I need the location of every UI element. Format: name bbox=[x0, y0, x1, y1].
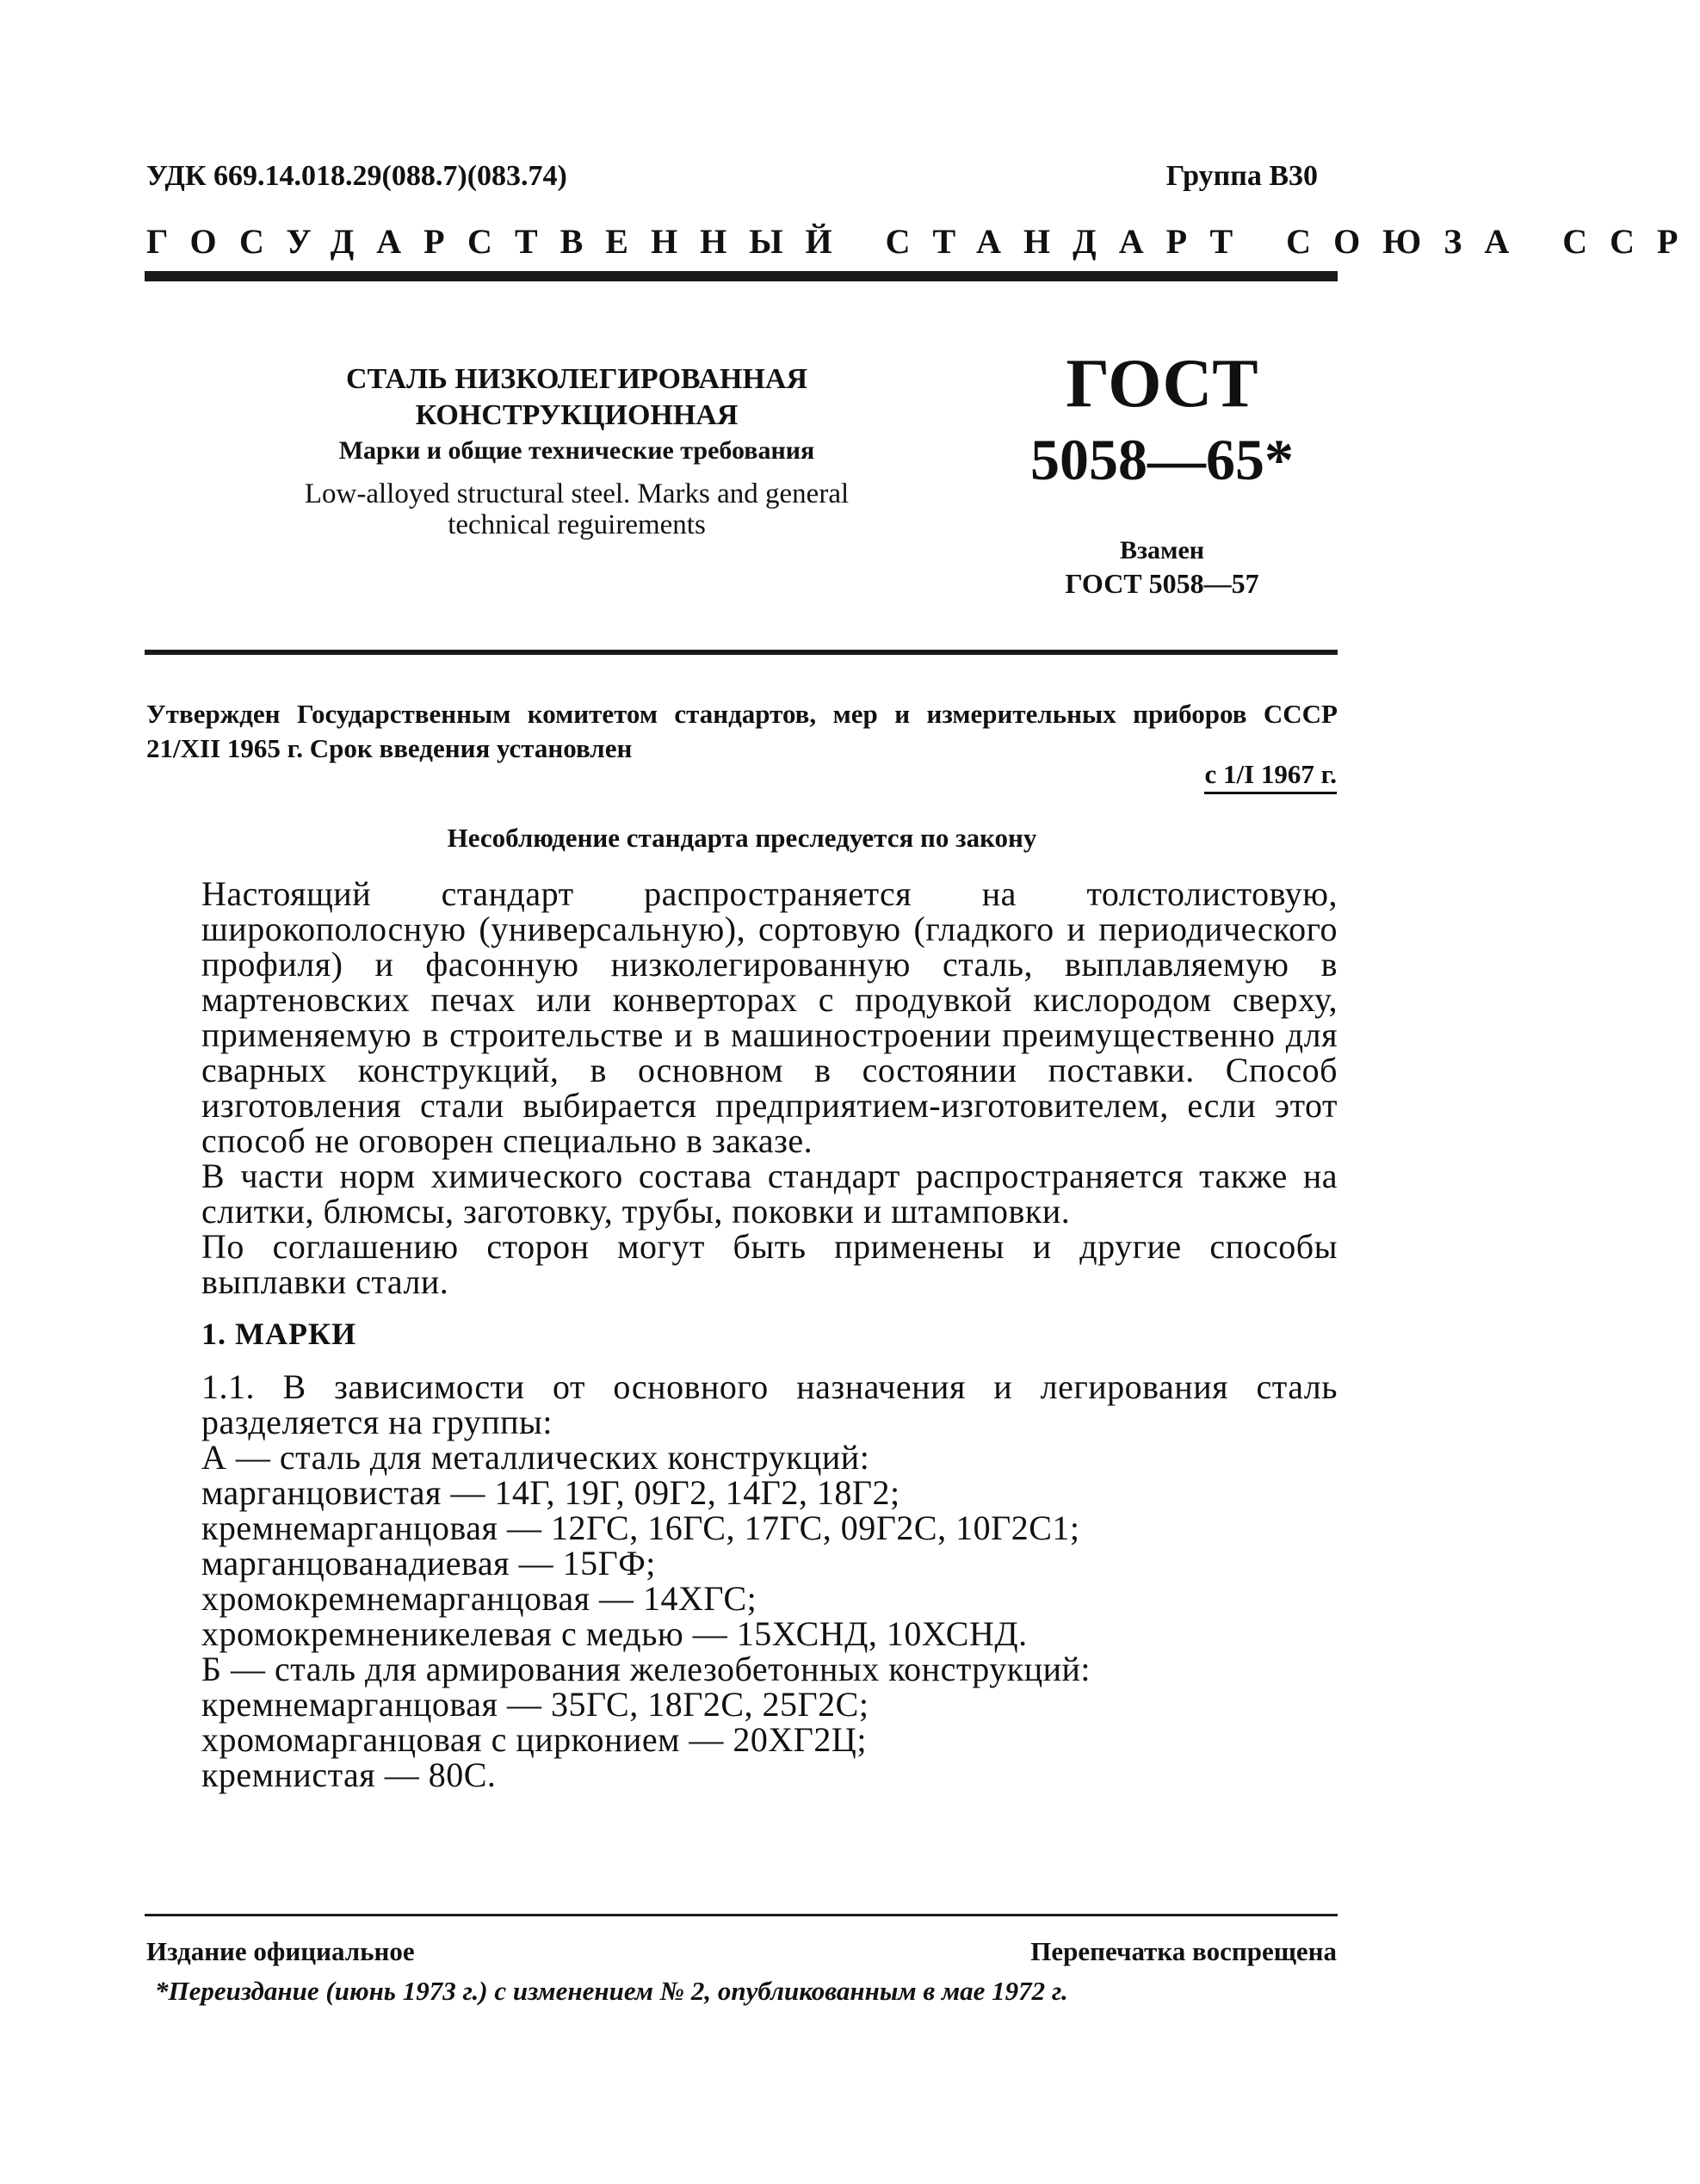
replaces-label: Взамен bbox=[1119, 536, 1205, 565]
section-heading: 1. МАРКИ bbox=[201, 1317, 357, 1351]
gost-number: 5058—65* bbox=[1030, 427, 1294, 492]
title-english-2: technical reguirements bbox=[448, 509, 706, 540]
list-item: марганцованадиевая — 15ГФ; bbox=[201, 1544, 656, 1582]
body-paragraph-2: В части норм химического состава стандарт распространяется также на слитки, блюмсы, заготовку, трубы, поковки и штамповки. bbox=[201, 1157, 1338, 1231]
list-item: кремнемарганцовая — 35ГС, 18Г2С, 25Г2С; bbox=[201, 1685, 869, 1724]
body-paragraph-4: 1.1. В зависимости от основного назначения и легирования сталь разделяется на группы: bbox=[201, 1367, 1338, 1441]
list-item: хромокремненикелевая с медью — 15ХСНД, 10ХСНД. bbox=[201, 1614, 1028, 1653]
middle-divider bbox=[145, 650, 1338, 655]
gost-label: ГОСТ bbox=[1066, 346, 1258, 422]
document-title-block bbox=[232, 361, 921, 540]
official-edition-label: Издание официальное bbox=[146, 1936, 415, 1966]
state-standard-heading: ГОСУДАРСТВЕННЫЙ СТАНДАРТ СОЮЗА ССР bbox=[146, 222, 1700, 261]
list-item: А — сталь для металлических конструкций: bbox=[201, 1438, 870, 1477]
title-english-1: Low-alloyed structural steel. Marks and general bbox=[304, 478, 850, 509]
body-paragraph-1: Настоящий стандарт распространяется на толстолистовую, широкополосную (универсальную), сортовую (гладкого и периодического профиля) и фасонную низколегированную сталь, выплавляемую в мартеновских печах или конверторах с продувкой кислородом сверху, применяемую в строительстве и в машиностроении преимущественно для сварных конструкций, в основном в состоянии поставки. Способ изготовления стали выбирается предприятием-изготовителем, если этот способ не оговорен специально в заказе. bbox=[201, 874, 1338, 1160]
legal-warning: Несоблюдение стандарта преследуется по закону bbox=[447, 823, 1037, 853]
list-item: марганцовистая — 14Г, 19Г, 09Г2, 14Г2, 18Г2; bbox=[201, 1473, 900, 1512]
gost-designation-block bbox=[1007, 344, 1317, 601]
udk-code: УДК 669.14.018.29(088.7)(083.74) bbox=[146, 160, 567, 192]
list-item: хромомарганцовая с цирконием — 20ХГ2Ц; bbox=[201, 1720, 867, 1759]
replaces-standard: ГОСТ 5058—57 bbox=[1065, 568, 1259, 599]
approval-text: Утвержден Государственным комитетом стандартов, мер и измерительных приборов СССР 21/XII 1965 г. Срок введения установлен bbox=[146, 699, 1338, 763]
body-paragraph-3: По соглашению сторон могут быть применены и другие способы выплавки стали. bbox=[201, 1227, 1338, 1301]
title-subtitle: Марки и общие технические требования bbox=[338, 436, 815, 465]
top-divider bbox=[145, 271, 1338, 281]
reprint-forbidden-label: Перепечатка воспрещена bbox=[1030, 1936, 1337, 1966]
document-body bbox=[201, 876, 1338, 1792]
effective-date: с 1/I 1967 г. bbox=[1204, 759, 1337, 794]
list-item: кремнемарганцовая — 12ГС, 16ГС, 17ГС, 09Г2С, 10Г2С1; bbox=[201, 1508, 1080, 1547]
title-line-1: СТАЛЬ НИЗКОЛЕГИРОВАННАЯ bbox=[346, 363, 807, 395]
title-line-2: КОНСТРУКЦИОННАЯ bbox=[415, 399, 739, 431]
list-item: Б — сталь для армирования железобетонных конструкций: bbox=[201, 1650, 1091, 1688]
reissue-footnote: *Переиздание (июнь 1973 г.) с изменением № 2, опубликованным в мае 1972 г. bbox=[155, 1976, 1068, 2006]
group-code: Группа В30 bbox=[1165, 160, 1318, 192]
list-item: хромокремнемарганцовая — 14ХГС; bbox=[201, 1579, 757, 1618]
footer-divider bbox=[145, 1914, 1338, 1916]
list-item: кремнистая — 80С. bbox=[201, 1755, 497, 1794]
